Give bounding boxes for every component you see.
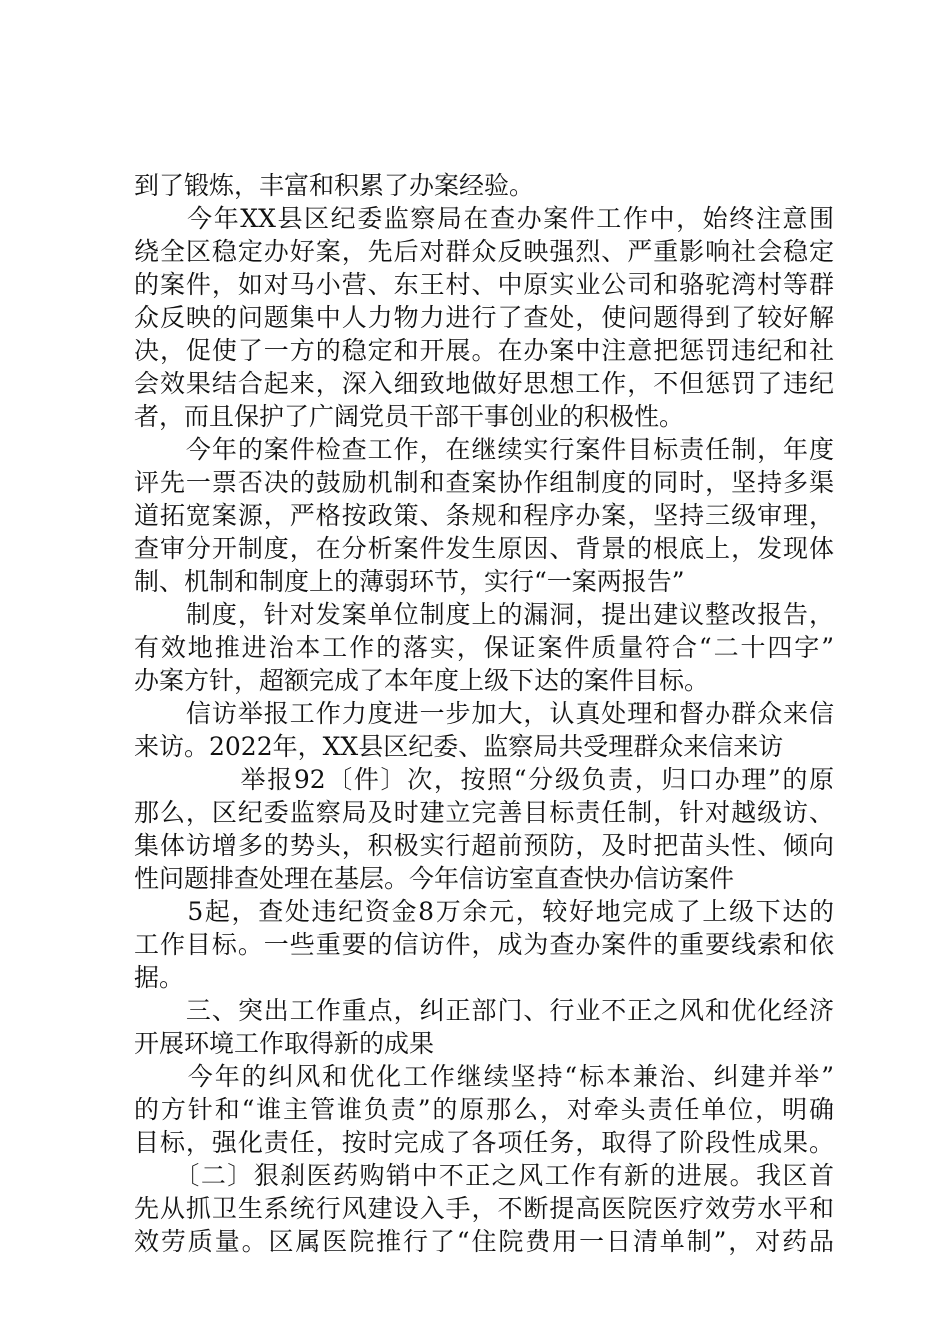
section-heading-line: 开展环境工作取得新的成果: [134, 1029, 435, 1058]
text-line: 今年的纠风和优化工作继续坚持“标本兼治、纠建并举”: [134, 1062, 834, 1091]
text-line: 5起，查处违纪资金8万余元，较好地完成了上级下达的: [134, 897, 834, 926]
text-line: 先从抓卫生系统行风建设入手，不断提高医院医疗效劳水平和: [134, 1194, 834, 1223]
text-line: 道拓宽案源，严格按政策、条规和程序办案，坚持三级审理，: [134, 501, 834, 530]
text-line: 性问题排查处理在基层。今年信访室直查快办信访案件: [134, 864, 735, 893]
text-line: 今年XX县区纪委监察局在查办案件工作中，始终注意围: [134, 204, 834, 233]
text-line: 据。: [134, 963, 185, 992]
body-text: [134, 169, 834, 1258]
text-line: 决，促使了一方的稳定和开展。在办案中注意把惩罚违纪和社: [134, 336, 834, 365]
text-line: 今年的案件检查工作，在继续实行案件目标责任制，年度: [134, 435, 834, 464]
text-line: 制、机制和制度上的薄弱环节，实行“一案两报告”: [134, 567, 685, 596]
text-line: 查审分开制度，在分析案件发生原因、背景的根底上，发现体: [134, 534, 834, 563]
text-line: 效劳质量。区属医院推行了“住院费用一日清单制”，对药品: [134, 1227, 834, 1256]
text-line: 工作目标。一些重要的信访件，成为查办案件的重要线索和依: [134, 930, 834, 959]
text-line: 办案方针，超额完成了本年度上级下达的案件目标。: [134, 666, 710, 695]
text-line: 集体访增多的势头，积极实行超前预防，及时把苗头性、倾向: [134, 831, 834, 860]
text-line: 信访举报工作力度进一步加大，认真处理和督办群众来信: [134, 699, 834, 728]
text-line: 制度，针对发案单位制度上的漏洞，提出建议整改报告，: [134, 600, 834, 629]
text-line: 评先一票否决的鼓励机制和查案协作组制度的同时，坚持多渠: [134, 468, 834, 497]
text-line: 举报92〔件〕次，按照“分级负责，归口办理”的原: [134, 765, 834, 794]
text-line: 绕全区稳定办好案，先后对群众反映强烈、严重影响社会稳定: [134, 237, 834, 266]
text-line: 众反映的问题集中人力物力进行了查处，使问题得到了较好解: [134, 303, 834, 332]
text-line: 目标，强化责任，按时完成了各项任务，取得了阶段性成果。: [134, 1128, 834, 1157]
text-line: 有效地推进治本工作的落实，保证案件质量符合“二十四字”: [134, 633, 834, 662]
text-line: 来访。2022年，XX县区纪委、监察局共受理群众来信来访: [134, 732, 784, 761]
text-line: 那么，区纪委监察局及时建立完善目标责任制，针对越级访、: [134, 798, 834, 827]
text-line: 者，而且保护了广阔党员干部干事创业的积极性。: [134, 402, 685, 431]
text-line: 会效果结合起来，深入细致地做好思想工作，不但惩罚了违纪: [134, 369, 834, 398]
text-line: 〔二〕狠刹医药购销中不正之风工作有新的进展。我区首: [134, 1161, 834, 1190]
text-line: 的方针和“谁主管谁负责”的原那么，对牵头责任单位，明确: [134, 1095, 834, 1124]
text-line: 到了锻炼，丰富和积累了办案经验。: [134, 171, 535, 200]
section-heading-line: 三、突出工作重点，纠正部门、行业不正之风和优化经济: [134, 996, 834, 1025]
text-line: 的案件，如对马小营、东王村、中原实业公司和骆驼湾村等群: [134, 270, 834, 299]
